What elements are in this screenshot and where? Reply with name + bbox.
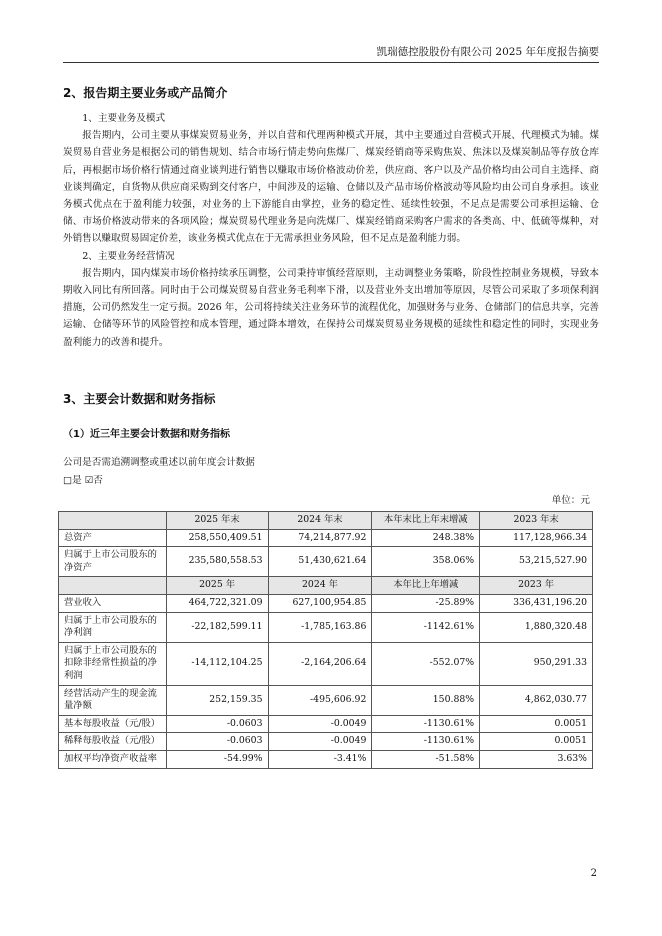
table-cell: 53,215,527.90 [480,547,593,577]
table-cell: -2,164,206.64 [268,642,372,685]
table-cell: 0.0051 [480,733,593,751]
row-label: 归属于上市公司股东的净资产 [59,547,167,577]
table-row [59,715,593,733]
page-header: 凯瑞德控股股份有限公司 2025 年年度报告摘要 [63,44,599,63]
table-header-row [59,512,593,530]
table-cell: 627,100,954.85 [268,594,372,612]
table-cell: -25.89% [372,594,480,612]
column-header [59,512,167,530]
table-cell: -14,112,104.25 [166,642,268,685]
table-cell: -0.0603 [166,715,268,733]
column-header: 本年末比上年末增减 [372,512,480,530]
table-header-row [59,577,593,595]
table-cell: 235,580,558.53 [166,547,268,577]
table-cell: -0.0603 [166,733,268,751]
paragraph-business-mode: 报告期内，公司主要从事煤炭贸易业务，并以自营和代理两种模式开展，其中主要通过自营模式开展、代理模式为辅。煤炭贸易自营业务是根据公司的销售规划、结合市场行情走势向焦煤厂、煤炭经销商等采购焦炭、焦沫以及煤炭制品等存放仓库后，再根据市场价格行情通过商业谈判进行销售以赚取市场价格波动价差，供应商、客户以及产品价格均由公司自主选择、商业谈判确定，自货物从供应商采购到交付客户，中间涉及的运输、仓储以及产品市场价格波动等风险均由公司自身承担。该业务模式优点在于盈利能力较强，对业务的上下游能自由掌控，业务的稳定性、延续性较强，不足点是需要公司承担运输、仓储、市场价格波动带来的各项风险；煤炭贸易代理业务是向洗煤厂、煤炭经销商采购客户需求的各类高、中、低硫等煤种，对外销售以赚取贸易固定价差，该业务模式优点在于无需承担业务风险，但不足点是盈利能力弱。 [63,130,599,245]
row-label: 经营活动产生的现金流量净额 [59,685,167,715]
column-header: 2024 年 [268,577,372,595]
table-cell: 248.38% [372,529,480,547]
column-header: 2023 年末 [480,512,593,530]
column-header: 2024 年末 [268,512,372,530]
section-2-heading: 2、报告期主要业务或产品简介 [63,86,228,100]
table-cell: -1130.61% [372,715,480,733]
table-row [59,750,593,768]
table-cell: 51,430,621.64 [268,547,372,577]
table-cell: 3.63% [480,750,593,768]
row-label: 稀释每股收益（元/股） [59,733,167,751]
table-cell: 252,159.35 [166,685,268,715]
sub-title-operations: 2、主要业务经营情况 [82,250,175,262]
table-row [59,594,593,612]
row-label: 归属于上市公司股东的净利润 [59,612,167,642]
table-cell: 336,431,196.20 [480,594,593,612]
table-cell: -1142.61% [372,612,480,642]
table-cell: 150.88% [372,685,480,715]
financial-indicators-table [58,511,593,769]
column-header: 2025 年 [166,577,268,595]
unit-label: 单位：元 [551,495,590,506]
restatement-answer: □是 ☑否 [63,475,103,486]
column-header: 2025 年末 [166,512,268,530]
table-cell: 74,214,877.92 [268,529,372,547]
table-cell: 4,862,030.77 [480,685,593,715]
section-3-heading: 3、主要会计数据和财务指标 [63,392,216,406]
section-2-body [63,110,599,351]
row-label: 加权平均净资产收益率 [59,750,167,768]
table-cell: 258,550,409.51 [166,529,268,547]
restatement-question: 公司是否需追溯调整或重述以前年度会计数据 [63,457,255,468]
table-cell: 950,291.33 [480,642,593,685]
table-cell: 117,128,966.34 [480,529,593,547]
table-cell: -3.41% [268,750,372,768]
table-row [59,685,593,715]
row-label: 营业收入 [59,594,167,612]
row-label: 总资产 [59,529,167,547]
table-row [59,529,593,547]
row-label: 基本每股收益（元/股） [59,715,167,733]
table-cell: 464,722,321.09 [166,594,268,612]
table-cell: -1,785,163.86 [268,612,372,642]
column-header [59,577,167,595]
table-cell: -0.0049 [268,733,372,751]
table-cell: -552.07% [372,642,480,685]
page-number: 2 [590,868,597,879]
sub-title-business-mode: 1、主要业务及模式 [82,113,166,124]
table-row [59,642,593,685]
table-cell: 1,880,320.48 [480,612,593,642]
table-cell: -51.58% [372,750,480,768]
table-cell: -22,182,599.11 [166,612,268,642]
paragraph-operations: 报告期内，国内煤炭市场价格持续承压调整，公司秉持审慎经营原则，主动调整业务策略，阶段性控制业务规模，导致本期收入同比有所回落。同时由于公司煤炭贸易自营业务毛利率下滑，以及营业外支出增加等原因，尽管公司采取了多项保利润措施，公司仍然发生一定亏损。2026 年，公司将持续关注业务环节的流程优化，加强财务与业务、仓储部门的信息共享，完善运输、仓储等环节的风险管控和成本管理，通过降本增效，在保持公司煤炭贸易业务规模的延续性和稳定性的同时，实现业务盈利能力的改善和提升。 [63,267,599,348]
section-3-subheading: （1）近三年主要会计数据和财务指标 [63,429,230,440]
row-label: 归属于上市公司股东的扣除非经常性损益的净利润 [59,642,167,685]
table-cell: -495,606.92 [268,685,372,715]
table-row [59,612,593,642]
table-row [59,547,593,577]
column-header: 2023 年 [480,577,593,595]
table-cell: -54.99% [166,750,268,768]
table-cell: -0.0049 [268,715,372,733]
column-header: 本年比上年增减 [372,577,480,595]
table-row [59,733,593,751]
table-cell: 0.0051 [480,715,593,733]
table-cell: 358.06% [372,547,480,577]
table-cell: -1130.61% [372,733,480,751]
